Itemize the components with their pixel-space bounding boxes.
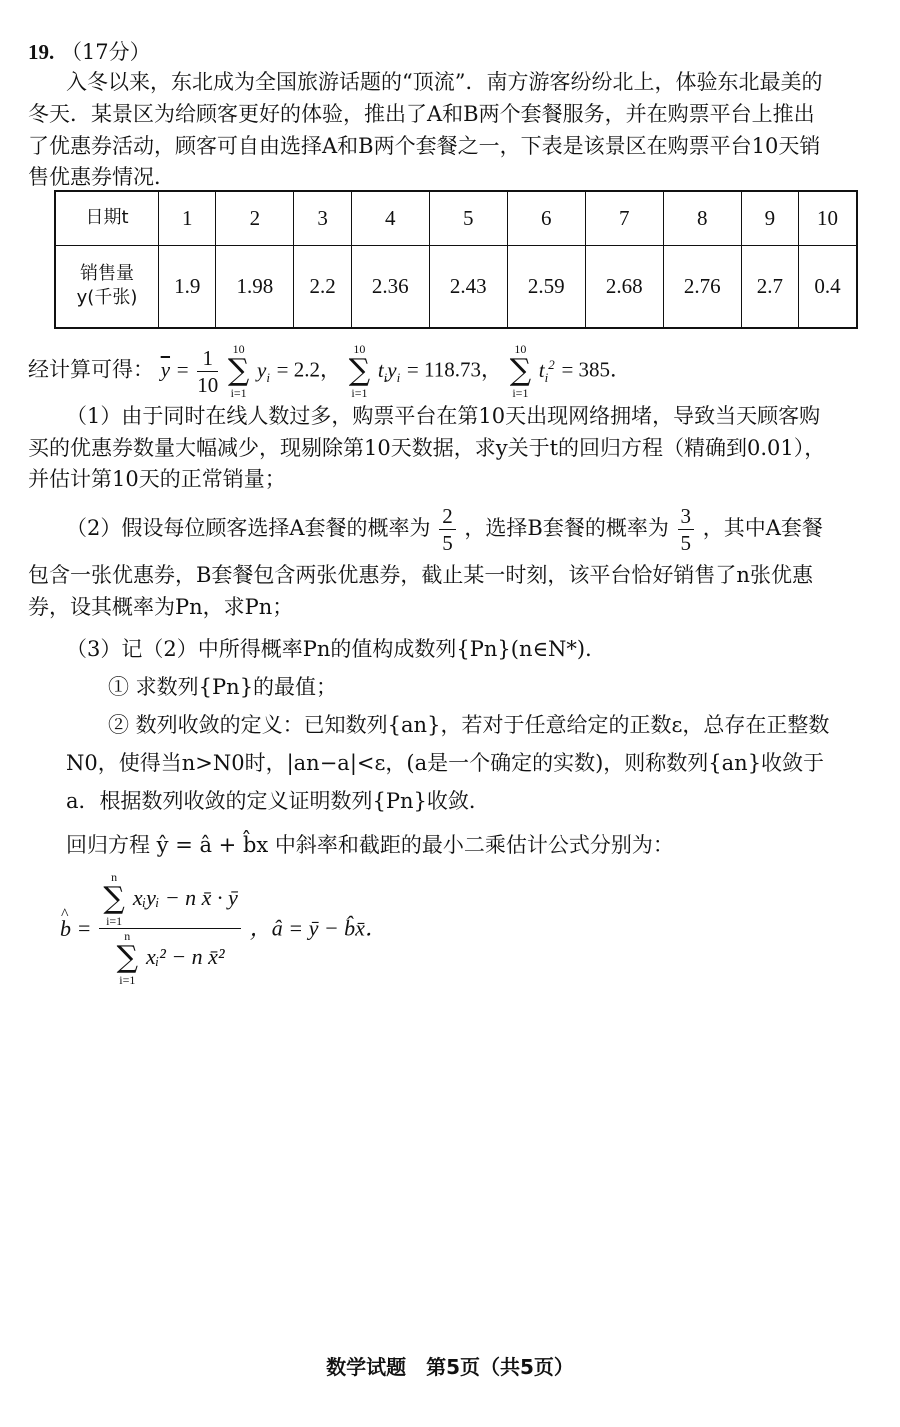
sum-upper: n xyxy=(124,929,131,943)
sum-t2-value: = 385． xyxy=(561,357,632,382)
sum-lower: i=1 xyxy=(351,386,368,400)
part2-text-b: ，选择B套餐的概率为 xyxy=(464,516,669,540)
table-header-sales xyxy=(55,245,159,328)
part2-line-3: 券，设其概率为Pn，求Pn； xyxy=(28,595,294,619)
sum-symbol: n ∑ i=1 xyxy=(103,870,125,928)
part1-line-2: 买的优惠券数量大幅减少，现剔除第10天数据，求y关于t的回归方程（精确到0.01）， xyxy=(28,436,826,460)
part1-line-3: 并估计第10天的正常销量； xyxy=(28,467,286,491)
intro-line-2: 冬天．某景区为给顾客更好的体验，推出了A和B两个套餐服务，并在购票平台上推出 xyxy=(28,102,815,126)
table-cell: 1.98 xyxy=(216,245,294,328)
one-tenth-fraction xyxy=(197,345,218,398)
prob-a-den: 5 xyxy=(442,531,453,555)
table-cell: 7 xyxy=(585,191,663,245)
prob-a-fraction xyxy=(439,503,456,556)
table-cell: 2.2 xyxy=(294,245,351,328)
table-cell: 3 xyxy=(294,191,351,245)
table-cell: 4 xyxy=(351,191,429,245)
sum-symbol: 10 ∑ i=1 xyxy=(227,342,250,400)
part3-sub-1: ① 求数列{Pn}的最值； xyxy=(108,675,338,699)
table-cell: 2.76 xyxy=(663,245,741,328)
table-cell: 9 xyxy=(741,191,798,245)
sales-table xyxy=(54,190,858,329)
table-cell: 2 xyxy=(216,191,294,245)
table-cell: 2.36 xyxy=(351,245,429,328)
table-cell: 2.43 xyxy=(429,245,507,328)
sum-upper: 10 xyxy=(353,342,366,356)
table-row-sales xyxy=(55,245,857,328)
ybar-symbol: $\overline{y}$ xyxy=(160,357,171,382)
sum-lower: i=1 xyxy=(230,386,247,400)
table-header-date: 日期t xyxy=(55,191,159,245)
table-cell: 2.59 xyxy=(507,245,585,328)
question-header xyxy=(28,37,151,67)
ybar-value: = 2.2， xyxy=(276,357,342,382)
sum-lower: i=1 xyxy=(106,914,123,928)
table-cell: 1.9 xyxy=(159,245,216,328)
computed-values: 经计算可得： $\overline{y}$ = $\frac{1}{10}$ 10 ∑ i=1 $y_i = 2.2$， 10 ∑ i=1 $t_iy_i = 118.73$， 10 ∑ i=1 $t_i^2 = 385$． xyxy=(28,342,632,400)
part3-line-1: （3）记（2）中所得概率Pn的值构成数列{Pn}(n∈N*)． xyxy=(66,637,607,661)
table-cell: 2.68 xyxy=(585,245,663,328)
part2-line-2: 包含一张优惠券，B套餐包含两张优惠券，截止某一时刻，该平台恰好销售了n张优惠 xyxy=(28,563,813,587)
part2-text-a: （2）假设每位顾客选择A套餐的概率为 xyxy=(66,516,431,540)
b-numerator: xᵢyᵢ − n x̄ · ȳ xyxy=(132,885,238,910)
table-cell: 1 xyxy=(159,191,216,245)
sum-ty-value: = 118.73， xyxy=(406,357,502,382)
table-cell: 5 xyxy=(429,191,507,245)
sum-symbol: n ∑ i=1 xyxy=(116,929,138,987)
b-hat-fraction xyxy=(99,870,240,987)
intro-line-4: 售优惠券情况． xyxy=(28,165,175,189)
table-row-days xyxy=(55,191,857,245)
part3-sub-2-line-2: N0，使得当n>N0时，|an−a|<ε，(a是一个确定的实数)，则称数列{an}收敛于 xyxy=(66,751,825,775)
sum-upper: n xyxy=(111,870,118,884)
prob-b-num: 3 xyxy=(678,503,695,530)
table-cell: 2.7 xyxy=(741,245,798,328)
sum-upper: 10 xyxy=(232,342,245,356)
sum-symbol: 10 ∑ i=1 xyxy=(509,342,532,400)
formula-intro: 回归方程 ŷ = â + b̂x 中斜率和截距的最小二乘估计公式分别为： xyxy=(66,833,674,857)
b-denominator: xᵢ² − n x̄² xyxy=(146,944,225,969)
table-header-sales-line2: y(千张) xyxy=(76,287,138,309)
prob-a-num: 2 xyxy=(439,503,456,530)
sum-symbol: 10 ∑ i=1 xyxy=(348,342,371,400)
table-header-sales-line1: 销售量 xyxy=(80,263,134,285)
part2-line-1 xyxy=(66,500,823,556)
prob-b-den: 5 xyxy=(680,531,692,555)
intro-line-1: 入冬以来，东北成为全国旅游话题的“顶流”．南方游客纷纷北上，体验东北最美的 xyxy=(66,70,823,94)
part1-line-1: （1）由于同时在线人数过多，购票平台在第10天出现网络拥堵，导致当天顾客购 xyxy=(66,404,821,428)
table-cell: 8 xyxy=(663,191,741,245)
a-hat-formula: ，â = ȳ − b̂x̄． xyxy=(249,915,387,941)
question-points: （17分） xyxy=(60,40,151,64)
table-cell: 6 xyxy=(507,191,585,245)
table-cell: 0.4 xyxy=(799,245,857,328)
prob-b-fraction xyxy=(678,503,695,556)
part3-sub-2-line-3: a．根据数列收敛的定义证明数列{Pn}收敛． xyxy=(66,789,490,813)
computed-label: 经计算可得： xyxy=(28,357,154,382)
sum-lower: i=1 xyxy=(119,973,136,987)
intro-line-3: 了优惠券活动，顾客可自由选择A和B两个套餐之一，下表是该景区在购票平台10天销 xyxy=(28,134,821,158)
table-cell: 10 xyxy=(799,191,857,245)
page-footer: 数学试题 第5页（共5页） xyxy=(326,1355,574,1379)
fraction-denominator: 10 xyxy=(197,372,219,397)
fraction-numerator: 1 xyxy=(197,345,218,372)
least-squares-formula: ^ b = n ∑ i=1 xᵢyᵢ − n x̄ · ȳ n ∑ i=1 xᵢ² − n x̄² ，â = ȳ − b̂x̄． xyxy=(60,870,387,987)
part2-text-c: ，其中A套餐 xyxy=(702,516,823,540)
question-number: 19. xyxy=(28,40,55,64)
sum-upper: 10 xyxy=(514,342,527,356)
sum-lower: i=1 xyxy=(512,386,529,400)
part3-sub-2-line-1: ② 数列收敛的定义：已知数列{an}，若对于任意给定的正数ε，总存在正整数 xyxy=(108,713,830,737)
